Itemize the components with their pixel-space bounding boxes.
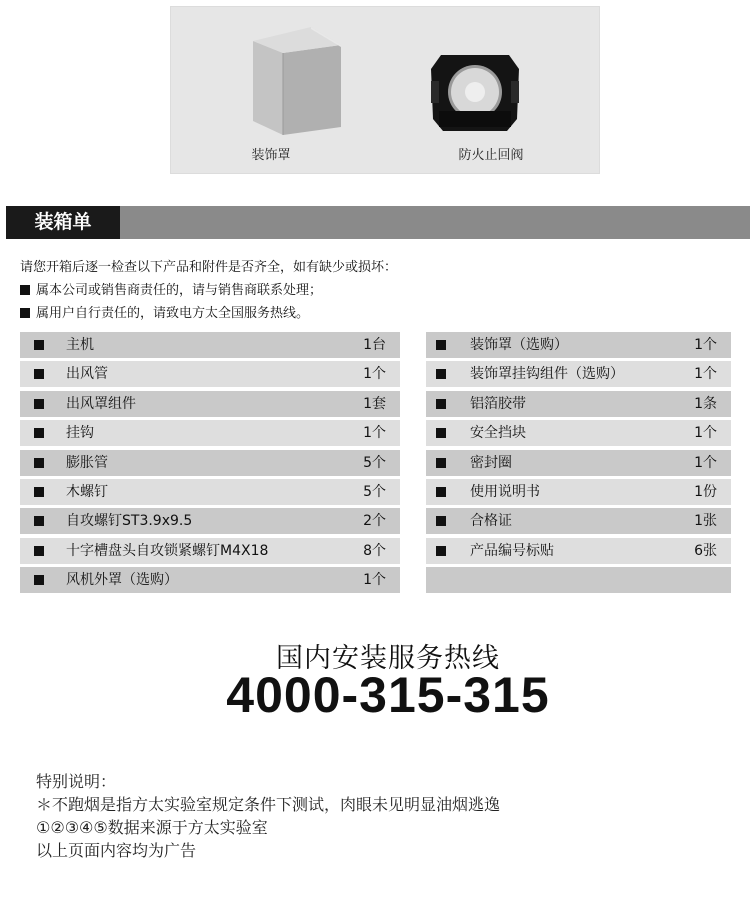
square-bullet-icon (34, 575, 44, 585)
list-item (426, 538, 731, 564)
list-item (426, 450, 731, 476)
item-qty: 5个 (363, 454, 386, 471)
item-name: 膨胀管 (66, 454, 108, 471)
item-qty: 1个 (363, 425, 386, 442)
section-header-bar (0, 206, 750, 239)
intro-line: 属用户自行责任的，请致电方太全国服务热线。 (36, 306, 310, 321)
note-line: 特别说明： (36, 772, 117, 791)
item-qty: 1张 (694, 513, 717, 530)
note-line: 以上页面内容均为广告 (36, 841, 197, 860)
item-name: 挂钩 (66, 425, 94, 442)
accessory-label: 装饰罩 (251, 148, 291, 163)
decorative-cover-image (243, 23, 353, 138)
fire-check-valve-image (427, 49, 523, 135)
item-name: 木螺钉 (66, 483, 108, 500)
item-qty: 1个 (694, 425, 717, 442)
list-item (20, 391, 400, 417)
item-name: 出风管 (66, 366, 108, 383)
list-item (20, 567, 400, 593)
intro-bullet-line (20, 302, 720, 325)
square-bullet-icon (34, 487, 44, 497)
hotline-title: 国内安装服务热线 (276, 643, 500, 674)
item-qty: 1份 (694, 483, 717, 500)
item-name: 装饰罩挂钩组件（选购） (470, 366, 624, 383)
item-name: 合格证 (470, 513, 512, 530)
intro-line: 属本公司或销售商责任的，请与销售商联系处理； (36, 283, 323, 298)
hotline-number: 4000-315-315 (226, 667, 550, 723)
square-bullet-icon (436, 458, 446, 468)
item-name: 产品编号标贴 (470, 542, 554, 559)
square-bullet-icon (436, 399, 446, 409)
list-item (20, 508, 400, 534)
list-item (20, 450, 400, 476)
square-bullet-icon (436, 369, 446, 379)
list-item (20, 361, 400, 387)
list-item (426, 332, 731, 358)
section-header-fill (120, 206, 750, 239)
intro-bullet-line (20, 279, 720, 302)
note-line: ①②③④⑤数据来源于方太实验室 (36, 818, 268, 837)
item-name: 自攻螺钉ST3.9x9.5 (66, 513, 193, 530)
list-item (426, 361, 731, 387)
item-name: 装饰罩（选购） (470, 337, 568, 353)
item-qty: 6张 (694, 542, 717, 559)
square-bullet-icon (34, 428, 44, 438)
square-bullet-icon (436, 546, 446, 556)
list-item (426, 508, 731, 534)
item-qty: 1个 (694, 366, 717, 383)
fire-check-valve-item (391, 7, 591, 175)
square-bullet-icon (20, 308, 30, 318)
square-bullet-icon (34, 516, 44, 526)
item-name: 安全挡块 (470, 425, 526, 442)
item-name: 主机 (66, 337, 94, 353)
square-bullet-icon (436, 516, 446, 526)
item-qty: 2个 (363, 513, 386, 530)
item-qty: 1个 (363, 366, 386, 383)
item-name: 使用说明书 (470, 483, 540, 500)
empty-row (426, 567, 731, 593)
square-bullet-icon (436, 428, 446, 438)
decorative-cover-item (171, 7, 371, 175)
item-qty: 8个 (363, 542, 386, 559)
item-name: 十字槽盘头自攻锁紧螺钉M4X18 (66, 542, 269, 559)
item-qty: 1个 (363, 572, 386, 589)
intro-text (20, 256, 720, 325)
item-name: 密封圈 (470, 454, 512, 471)
list-item (20, 479, 400, 505)
square-bullet-icon (34, 340, 44, 350)
item-name: 风机外罩（选购） (66, 572, 178, 589)
list-item (426, 391, 731, 417)
item-qty: 1个 (694, 337, 717, 353)
list-item (20, 538, 400, 564)
square-bullet-icon (34, 399, 44, 409)
square-bullet-icon (436, 487, 446, 497)
notes (36, 770, 500, 862)
item-qty: 1台 (363, 337, 386, 353)
square-bullet-icon (34, 369, 44, 379)
item-name: 铝箔胶带 (470, 395, 526, 412)
list-item (426, 479, 731, 505)
accessory-label: 防火止回阀 (458, 148, 524, 163)
packing-list-left (20, 332, 400, 597)
section-title: 装箱单 (6, 206, 120, 239)
accessory-panel (170, 6, 600, 174)
list-item (426, 420, 731, 446)
square-bullet-icon (436, 340, 446, 350)
item-qty: 5个 (363, 483, 386, 500)
square-bullet-icon (34, 458, 44, 468)
item-qty: 1套 (363, 395, 386, 412)
list-item (20, 332, 400, 358)
packing-list-right (426, 332, 731, 597)
square-bullet-icon (20, 285, 30, 295)
item-name: 出风罩组件 (66, 395, 136, 412)
note-line: ＊不跑烟是指方太实验室规定条件下测试，肉眼未见明显油烟逃逸 (36, 795, 501, 814)
list-item (20, 420, 400, 446)
item-qty: 1条 (694, 395, 717, 412)
square-bullet-icon (34, 546, 44, 556)
item-qty: 1个 (694, 454, 717, 471)
intro-line: 请您开箱后逐一检查以下产品和附件是否齐全，如有缺少或损坏： (20, 260, 398, 275)
